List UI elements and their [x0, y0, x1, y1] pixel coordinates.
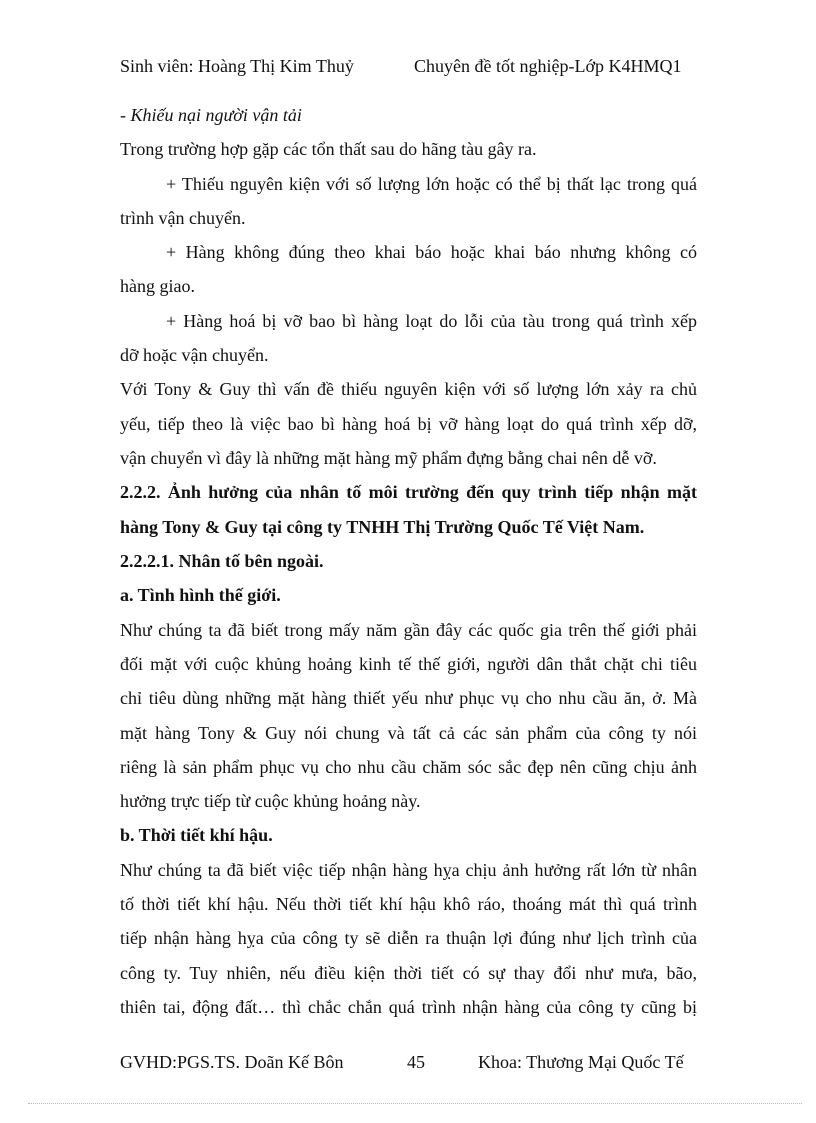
text-line: Trong trường hợp gặp các tổn thất sau do hãng tàu gây ra.: [120, 139, 537, 159]
text-line: vận chuyển vì đây là những mặt hàng mỹ phẩm đựng bằng chai nên dễ vỡ.: [120, 448, 657, 468]
text-line: Với Tony & Guy thì vấn đề thiếu nguyên kiện với số lượng lớn xảy ra chủ: [120, 379, 697, 399]
text-line: riêng là sản phẩm phục vụ cho nhu cầu chăm sóc sắc đẹp nên cũng chịu ảnh: [120, 757, 697, 777]
subsection-heading: - Khiếu nại người vận tải: [120, 105, 302, 125]
section-heading: 2.2.2. Ảnh hưởng của nhân tố môi trường đến quy trình tiếp nhận mặt: [120, 482, 697, 502]
footer-faculty: Khoa: Thương Mại Quốc Tế: [478, 1052, 684, 1072]
text-line: tiếp nhận hàng hỵa của công ty sẽ diễn ra thuận lợi đúng như lịch trình của: [120, 928, 697, 948]
subsection-heading: b. Thời tiết khí hậu.: [120, 825, 273, 845]
text-line: tố thời tiết khí hậu. Nếu thời tiết khí hậu khô ráo, thoáng mát thì quá trình: [120, 894, 697, 914]
text-line: trình vận chuyển.: [120, 208, 246, 228]
text-line: hàng giao.: [120, 276, 195, 296]
bullet-line: + Hàng không đúng theo khai báo hoặc khai báo nhưng không có: [166, 242, 697, 262]
text-line: Như chúng ta đã biết việc tiếp nhận hàng hỵa chịu ảnh hưởng rất lớn từ nhân: [120, 860, 697, 880]
text-line: chỉ tiêu dùng những mặt hàng thiết yếu như phục vụ cho nhu cầu ăn, ở. Mà: [120, 688, 697, 708]
text-line: hưởng trực tiếp từ cuộc khủng hoảng này.: [120, 791, 421, 811]
text-line: đối mặt với cuộc khủng hoảng kinh tế thế giới, người dân thắt chặt chi tiêu: [120, 654, 697, 674]
header-thesis: Chuyên đề tốt nghiệp-Lớp K4HMQ1: [414, 56, 682, 76]
subsection-heading: a. Tình hình thế giới.: [120, 585, 281, 605]
text-line: dỡ hoặc vận chuyển.: [120, 345, 269, 365]
subsection-heading: 2.2.2.1. Nhân tố bên ngoài.: [120, 551, 324, 571]
section-heading-cont: hàng Tony & Guy tại công ty TNHH Thị Trường Quốc Tế Việt Nam.: [120, 517, 645, 537]
text-line: Như chúng ta đã biết trong mấy năm gần đây các quốc gia trên thế giới phải: [120, 620, 697, 640]
bullet-line: + Hàng hoá bị vỡ bao bì hàng loạt do lỗi của tàu trong quá trình xếp: [166, 311, 697, 331]
text-line: yếu, tiếp theo là việc bao bì hàng hoá bị vỡ hàng loạt do quá trình xếp dỡ,: [120, 414, 697, 434]
footer-advisor: GVHD:PGS.TS. Doãn Kế Bôn: [120, 1052, 344, 1072]
text-line: công ty. Tuy nhiên, nếu điều kiện thời tiết có sự thay đổi như mưa, bão,: [120, 963, 697, 983]
page-number: 45: [407, 1052, 425, 1072]
text-line: mặt hàng Tony & Guy nói chung và tất cả các sản phẩm của công ty nói: [120, 723, 697, 743]
header-student: Sinh viên: Hoàng Thị Kim Thuỷ: [120, 56, 354, 76]
page-edge-divider: [28, 1103, 802, 1104]
bullet-line: + Thiếu nguyên kiện với số lượng lớn hoặc có thể bị thất lạc trong quá: [166, 174, 697, 194]
text-line: thiên tai, động đất… thì chắc chắn quá trình nhận hàng của công ty cũng bị: [120, 997, 697, 1017]
